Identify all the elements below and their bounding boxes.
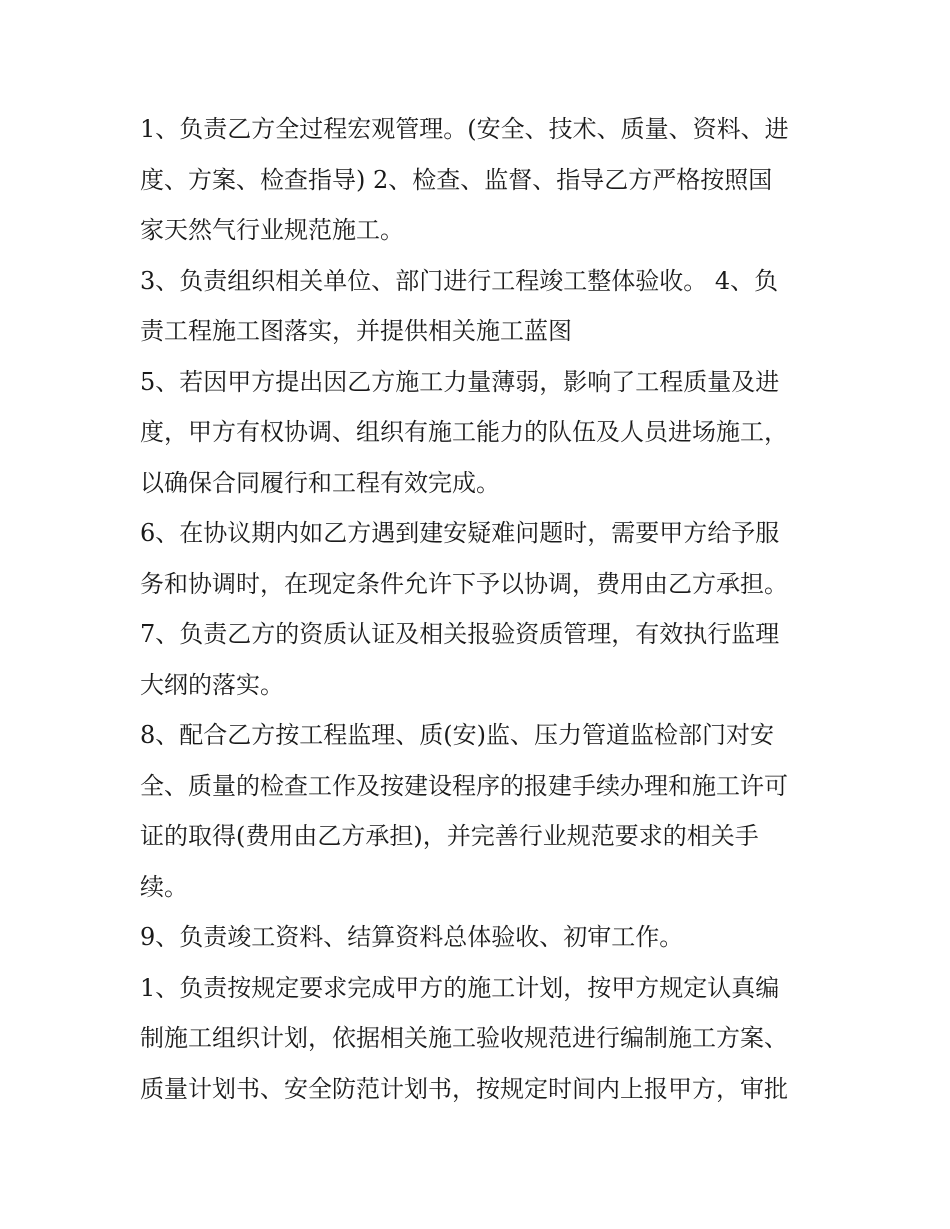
text-line: 续。 xyxy=(140,872,188,901)
text-line: 质量计划书、安全防范计划书，按规定时间内上报甲方，审批 xyxy=(140,1074,788,1103)
text-line: 责工程施工图落实，并提供相关施工蓝图 xyxy=(140,317,572,345)
text-line: 务和协调时，在现定条件允许下予以协调，费用由乙方承担。 xyxy=(140,569,788,598)
text-line: 7、负责乙方的资质认证及相关报验资质管理，有效执行监理 xyxy=(140,620,780,648)
text-line: 1、负责按规定要求完成甲方的施工计划，按甲方规定认真编 xyxy=(140,973,780,1002)
text-line: 制施工组织计划，依据相关施工验收规范进行编制施工方案、 xyxy=(140,1024,788,1052)
text-line: 6、在协议期内如乙方遇到建安疑难问题时，需要甲方给予服 xyxy=(140,519,780,547)
text-line: 1、负责乙方全过程宏观管理。(安全、技术、质量、资料、进 xyxy=(140,115,789,143)
text-line: 3、负责组织相关单位、部门进行工程竣工整体验收。 4、负 xyxy=(140,266,779,295)
text-line: 度，甲方有权协调、组织有施工能力的队伍及人员进场施工， xyxy=(140,418,788,446)
text-line: 证的取得(费用由乙方承担)，并完善行业规范要求的相关手 xyxy=(140,822,759,850)
text-line: 8、配合乙方按工程监理、质(安)监、压力管道监检部门对安 xyxy=(140,721,774,749)
text-line: 以确保合同履行和工程有效完成。 xyxy=(140,468,500,497)
text-line: 大纲的落实。 xyxy=(140,670,284,699)
text-line: 9、负责竣工资料、结算资料总体验收、初审工作。 xyxy=(140,923,684,951)
text-line: 度、方案、检查指导) 2、检查、监督、指导乙方严格按照国 xyxy=(140,165,773,194)
document-body xyxy=(140,104,820,1114)
text-line: 家天然气行业规范施工。 xyxy=(140,216,404,244)
text-line: 5、若因甲方提出因乙方施工力量薄弱，影响了工程质量及进 xyxy=(140,367,780,396)
text-line: 全、质量的检查工作及按建设程序的报建手续办理和施工许可 xyxy=(140,771,788,800)
